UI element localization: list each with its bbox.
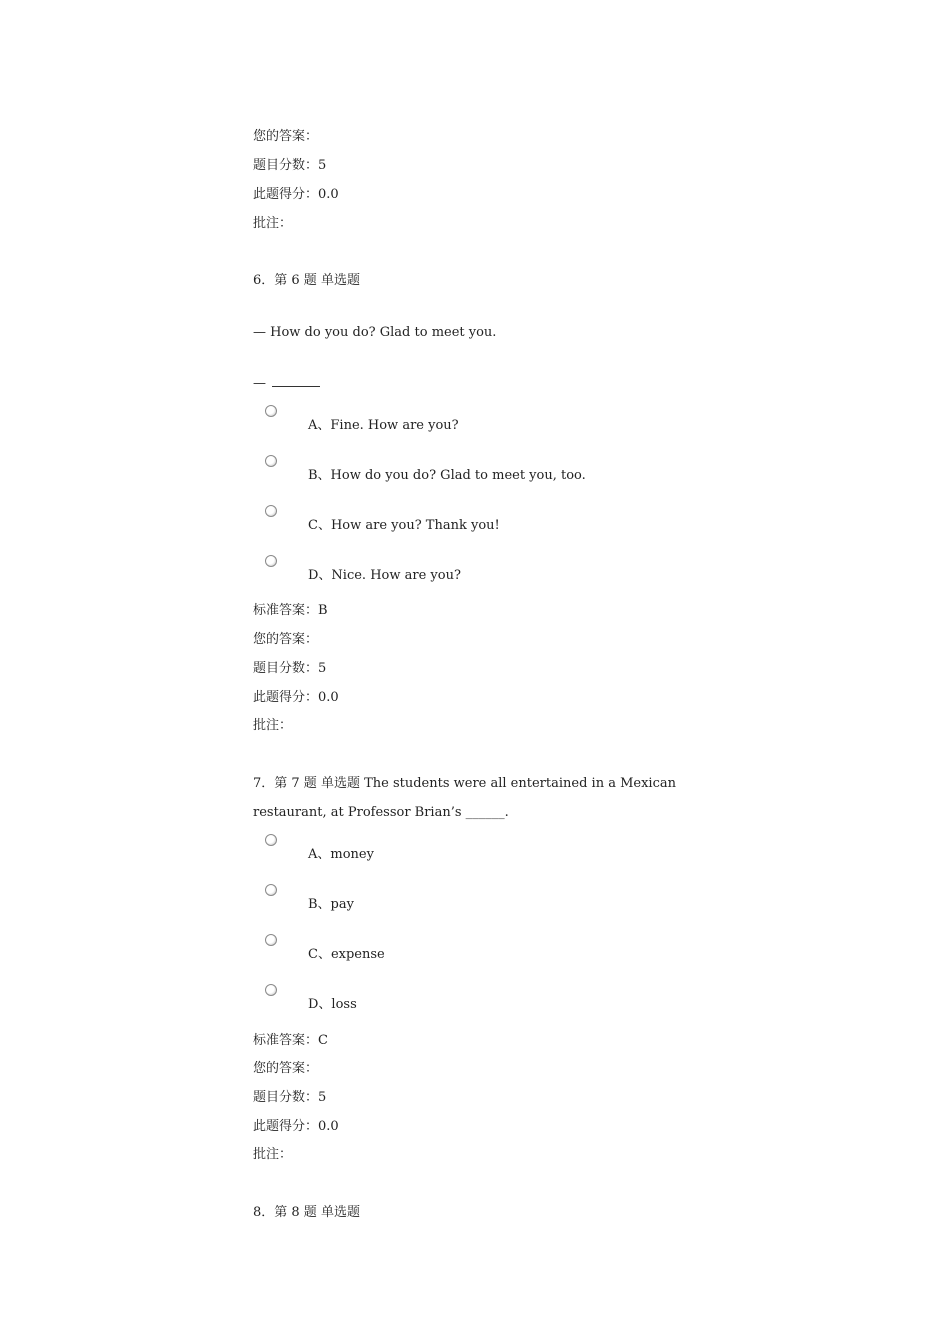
q6-reply-line — [253, 375, 320, 392]
q6-option-b-label[interactable]: B、How do you do? Glad to meet you, too. — [308, 468, 586, 483]
q6-option-a-label[interactable]: A、Fine. How are you? — [308, 418, 459, 433]
q7-standard-answer: 标准答案：C — [253, 1033, 328, 1048]
q6-score-obtained: 此题得分：0.0 — [253, 690, 339, 705]
q7-question-score: 题目分数：5 — [253, 1090, 327, 1105]
q6-option-a-radio[interactable] — [265, 405, 277, 417]
q6-option-c-label[interactable]: C、How are you? Thank you! — [308, 518, 500, 533]
q7-comment: 批注： — [253, 1147, 293, 1162]
q6-prompt: — How do you do? Glad to meet you. — [253, 325, 497, 340]
q7-option-d-label[interactable]: D、loss — [308, 997, 357, 1012]
q5-comment: 批注： — [253, 216, 293, 231]
q6-option-d-radio[interactable] — [265, 555, 277, 567]
q7-option-b-radio[interactable] — [265, 884, 277, 896]
q7-option-c-label[interactable]: C、expense — [308, 947, 385, 962]
q7-option-d-radio[interactable] — [265, 984, 277, 996]
q6-option-d-label[interactable]: D、Nice. How are you? — [308, 568, 461, 583]
q7-your-answer: 您的答案： — [253, 1061, 319, 1076]
q7-header-line-1: 7．第 7 题 单选题 The students were all entertained in a Mexican — [253, 776, 676, 791]
q6-question-score: 题目分数：5 — [253, 661, 327, 676]
q7-option-c-radio[interactable] — [265, 934, 277, 946]
q7-header-line-2: restaurant, at Professor Brian’s ______. — [253, 805, 509, 820]
q6-reply-dash: — — [253, 376, 266, 391]
q6-option-b-radio[interactable] — [265, 455, 277, 467]
q7-score-obtained: 此题得分：0.0 — [253, 1119, 339, 1134]
q6-comment: 批注： — [253, 718, 293, 733]
q7-option-a-radio[interactable] — [265, 834, 277, 846]
q6-option-c-radio[interactable] — [265, 505, 277, 517]
q5-question-score: 题目分数：5 — [253, 158, 327, 173]
q6-your-answer: 您的答案： — [253, 632, 319, 647]
q5-your-answer: 您的答案： — [253, 129, 319, 144]
q7-option-b-label[interactable]: B、pay — [308, 897, 354, 912]
q5-score-obtained: 此题得分：0.0 — [253, 187, 339, 202]
q8-header: 8．第 8 题 单选题 — [253, 1205, 360, 1220]
q7-option-a-label[interactable]: A、money — [308, 847, 374, 862]
q6-header: 6．第 6 题 单选题 — [253, 273, 360, 288]
q6-standard-answer: 标准答案：B — [253, 603, 328, 618]
q6-answer-blank — [272, 375, 320, 387]
